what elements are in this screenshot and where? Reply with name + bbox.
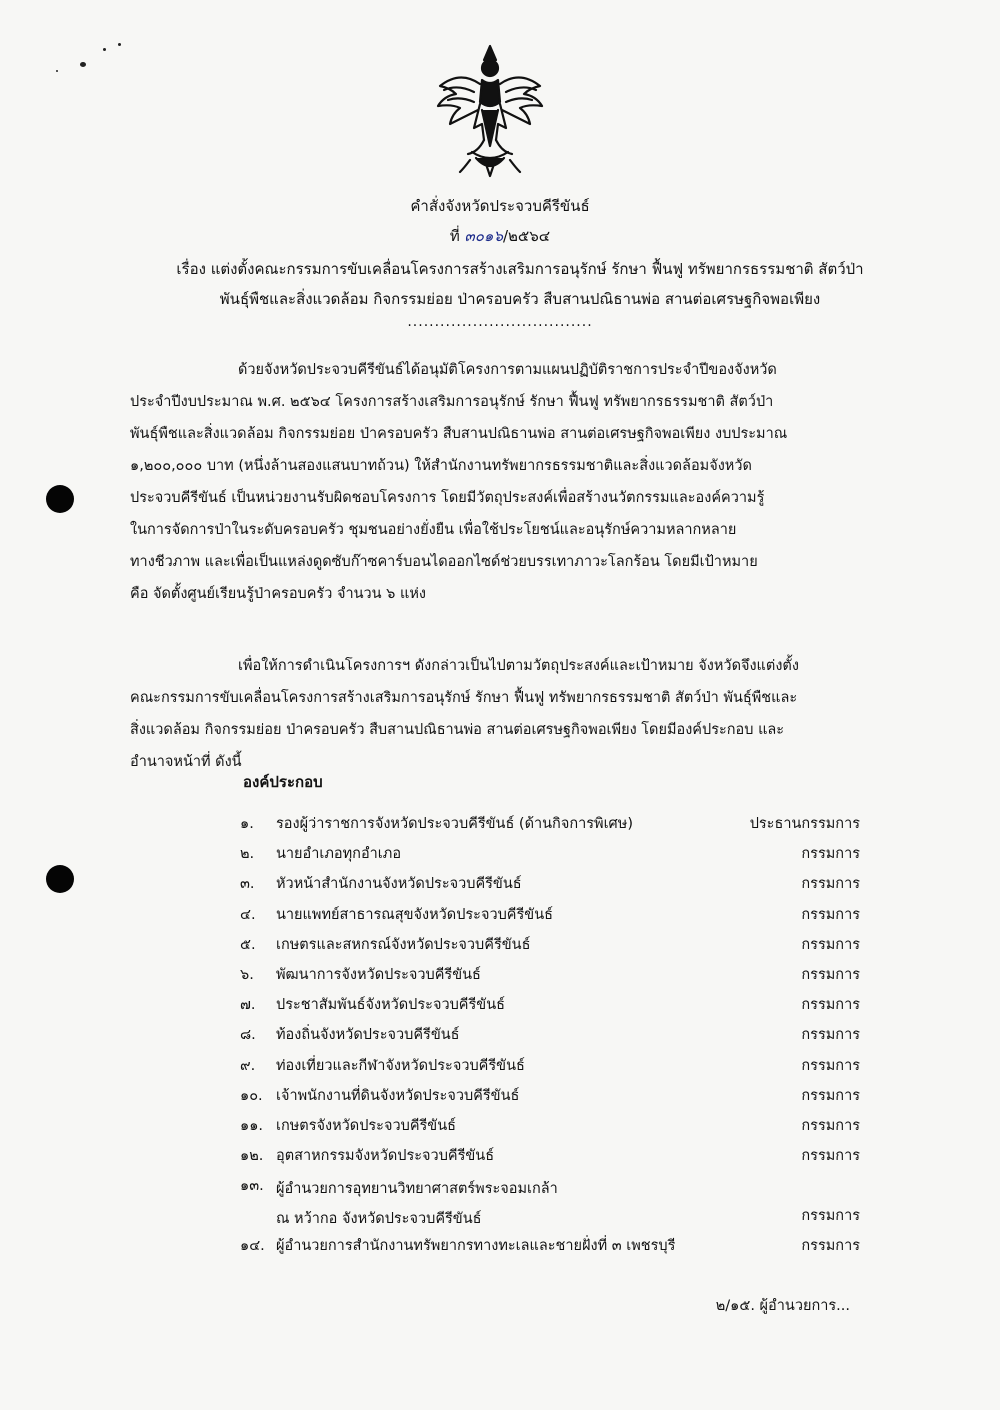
- member-name: หัวหน้าสำนักงานจังหวัดประจวบคีรีขันธ์: [276, 876, 522, 893]
- member-role: กรรมการ: [801, 1027, 860, 1044]
- member-role: กรรมการ: [801, 1057, 860, 1074]
- number-handwritten: ๓๐๑๖: [464, 227, 503, 245]
- member-number: ๑.: [240, 816, 254, 832]
- member-role: กรรมการ: [801, 876, 860, 893]
- member-name: นายแพทย์สาธารณสุขจังหวัดประจวบคีรีขันธ์: [276, 906, 553, 923]
- paragraph-line: ประจำปีงบประมาณ พ.ศ. ๒๕๖๔ โครงการสร้างเสริมการอนุรักษ์ รักษา ฟื้นฟู ทรัพยากรธรรมชาติ สัตว์ป่า: [130, 394, 774, 410]
- member-number: ๕.: [240, 936, 256, 953]
- paragraph-line: สิ่งแวดล้อม กิจกรรมย่อย ป่าครอบครัว สืบสานปณิธานพ่อ สานต่อเศรษฐกิจพอเพียง โดยมีองค์ประกอบ และ: [130, 722, 785, 738]
- paragraph-line: อำนาจหน้าที่ ดังนี้: [130, 754, 242, 770]
- member-role: ประธานกรรมการ: [749, 816, 860, 832]
- member-name: ประชาสัมพันธ์จังหวัดประจวบคีรีขันธ์: [276, 997, 505, 1014]
- punch-hole-bottom: [46, 865, 74, 893]
- member-number: ๗.: [240, 997, 256, 1014]
- paragraph-line: ในการจัดการป่าในระดับครอบครัว ชุมชนอย่างยั่งยืน เพื่อใช้ประโยชน์และอนุรักษ์ความหลากหลาย: [130, 522, 737, 538]
- member-row: [240, 872, 860, 902]
- member-number: ๑๓.: [240, 1178, 264, 1195]
- paragraph-line: ทางชีวภาพ และเพื่อเป็นแหล่งดูดซับก๊าซคาร์บอนไดออกไซด์ช่วยบรรเทาภาวะโลกร้อน โดยมีเป้าหมาย: [130, 554, 758, 570]
- order-title: คำสั่งจังหวัดประจวบคีรีขันธ์: [410, 197, 590, 215]
- member-role: กรรมการ: [801, 936, 860, 953]
- member-name: ผู้อำนวยการอุทยานวิทยาศาสตร์พระจอมเกล้า: [276, 1181, 558, 1198]
- member-role: กรรมการ: [801, 997, 860, 1014]
- paragraph-line: คือ จัดตั้งศูนย์เรียนรู้ป่าครอบครัว จำนวน ๖ แห่ง: [130, 586, 426, 602]
- member-name: เกษตรจังหวัดประจวบคีรีขันธ์: [276, 1117, 456, 1134]
- page-continuation: ๒/๑๕. ผู้อำนวยการ...: [715, 1298, 850, 1314]
- paragraph-line: พันธุ์พืชและสิ่งแวดล้อม กิจกรรมย่อย ป่าครอบครัว สืบสานปณิธานพ่อ สานต่อเศรษฐกิจพอเพียง งบประมาณ: [130, 426, 788, 442]
- subject-line: พันธุ์พืชและสิ่งแวดล้อม กิจกรรมย่อย ป่าครอบครัว สืบสานปณิธานพ่อ สานต่อเศรษฐกิจพอเพียง: [219, 290, 821, 308]
- member-name: เจ้าพนักงานที่ดินจังหวัดประจวบคีรีขันธ์: [276, 1087, 520, 1104]
- member-name: ผู้อำนวยการสำนักงานทรัพยากรทางทะเลและชายฝั่งที่ ๓ เพชรบุรี: [276, 1238, 676, 1255]
- member-row: [240, 812, 860, 842]
- member-row: [240, 1054, 860, 1084]
- member-number: ๓.: [240, 876, 255, 893]
- paragraph-appointment: [130, 650, 900, 778]
- member-role: กรรมการ: [801, 906, 860, 923]
- member-list: [240, 812, 860, 1264]
- number-prefix: ที่: [449, 227, 460, 245]
- paragraph-background: [130, 354, 900, 610]
- member-row: [240, 1234, 860, 1264]
- scan-speck: [56, 70, 58, 72]
- scan-speck: [80, 62, 86, 67]
- member-number: ๙.: [240, 1057, 256, 1074]
- scan-speck: [103, 48, 106, 51]
- member-name-block: [276, 1174, 558, 1234]
- member-name: นายอำเภอทุกอำเภอ: [276, 846, 402, 863]
- member-number: ๑๒.: [240, 1148, 264, 1165]
- member-role: กรรมการ: [801, 1087, 860, 1104]
- member-row: [240, 1144, 860, 1174]
- member-number: ๑๐.: [240, 1087, 263, 1104]
- member-name: รองผู้ว่าราชการจังหวัดประจวบคีรีขันธ์ (ด้านกิจการพิเศษ): [276, 816, 633, 832]
- order-subject: [140, 254, 900, 314]
- member-role: กรรมการ: [801, 1208, 860, 1225]
- member-number: ๒.: [240, 846, 255, 863]
- punch-hole-top: [46, 485, 74, 513]
- member-number: ๑๔.: [240, 1238, 265, 1255]
- member-role: กรรมการ: [801, 846, 860, 863]
- member-row: [240, 903, 860, 933]
- paragraph-line: ประจวบคีรีขันธ์ เป็นหน่วยงานรับผิดชอบโครงการ โดยมีวัตถุประสงค์เพื่อสร้างนวัตกรรมและองค์ความรู้: [130, 490, 765, 506]
- member-name: ท้องถิ่นจังหวัดประจวบคีรีขันธ์: [276, 1027, 460, 1044]
- member-role: กรรมการ: [801, 1148, 860, 1165]
- paragraph-line: ด้วยจังหวัดประจวบคีรีขันธ์ได้อนุมัติโครงการตามแผนปฏิบัติราชการประจำปีของจังหวัด: [238, 362, 777, 378]
- member-name: อุตสาหกรรมจังหวัดประจวบคีรีขันธ์: [276, 1148, 495, 1165]
- member-number: ๔.: [240, 906, 256, 923]
- member-name-line2: ณ หว้ากอ จังหวัดประจวบคีรีขันธ์: [276, 1211, 482, 1228]
- member-row: [240, 1174, 860, 1234]
- member-row: [240, 1084, 860, 1114]
- member-number: ๘.: [240, 1027, 256, 1044]
- paragraph-line: ๑,๒๐๐,๐๐๐ บาท (หนึ่งล้านสองแสนบาทถ้วน) ให้สำนักงานทรัพยากรธรรมชาติและสิ่งแวดล้อมจังหวัด: [130, 458, 752, 474]
- composition-heading: องค์ประกอบ: [243, 773, 323, 791]
- member-role: กรรมการ: [801, 1117, 860, 1134]
- member-row: [240, 1023, 860, 1053]
- member-row: [240, 933, 860, 963]
- member-name: เกษตรและสหกรณ์จังหวัดประจวบคีรีขันธ์: [276, 936, 531, 953]
- member-row: [240, 842, 860, 872]
- paragraph-line: เพื่อให้การดำเนินโครงการฯ ดังกล่าวเป็นไปตามวัตถุประสงค์และเป้าหมาย จังหวัดจึงแต่งตั้ง: [238, 658, 799, 674]
- member-number: ๑๑.: [240, 1117, 264, 1134]
- member-role: กรรมการ: [801, 1238, 860, 1255]
- separator-line: ..................................: [407, 314, 593, 330]
- garuda-emblem-icon: [430, 40, 550, 180]
- member-row: [240, 993, 860, 1023]
- number-suffix: /๒๕๖๔: [502, 227, 551, 245]
- member-row: [240, 963, 860, 993]
- member-row: [240, 1114, 860, 1144]
- order-number: [0, 224, 1000, 248]
- member-role: กรรมการ: [801, 966, 860, 983]
- paragraph-line: คณะกรรมการขับเคลื่อนโครงการสร้างเสริมการอนุรักษ์ รักษา ฟื้นฟู ทรัพยากรธรรมชาติ สัตว์ป่า พันธุ์พืชและ: [130, 690, 798, 706]
- member-number: ๖.: [240, 966, 254, 983]
- scan-speck: [118, 43, 121, 46]
- member-name: พัฒนาการจังหวัดประจวบคีรีขันธ์: [276, 966, 481, 983]
- member-name: ท่องเที่ยวและกีฬาจังหวัดประจวบคีรีขันธ์: [276, 1057, 525, 1074]
- subject-line: เรื่อง แต่งตั้งคณะกรรมการขับเคลื่อนโครงการสร้างเสริมการอนุรักษ์ รักษา ฟื้นฟู ทรัพยากรธรรมชาติ สัตว์ป่า: [176, 260, 864, 278]
